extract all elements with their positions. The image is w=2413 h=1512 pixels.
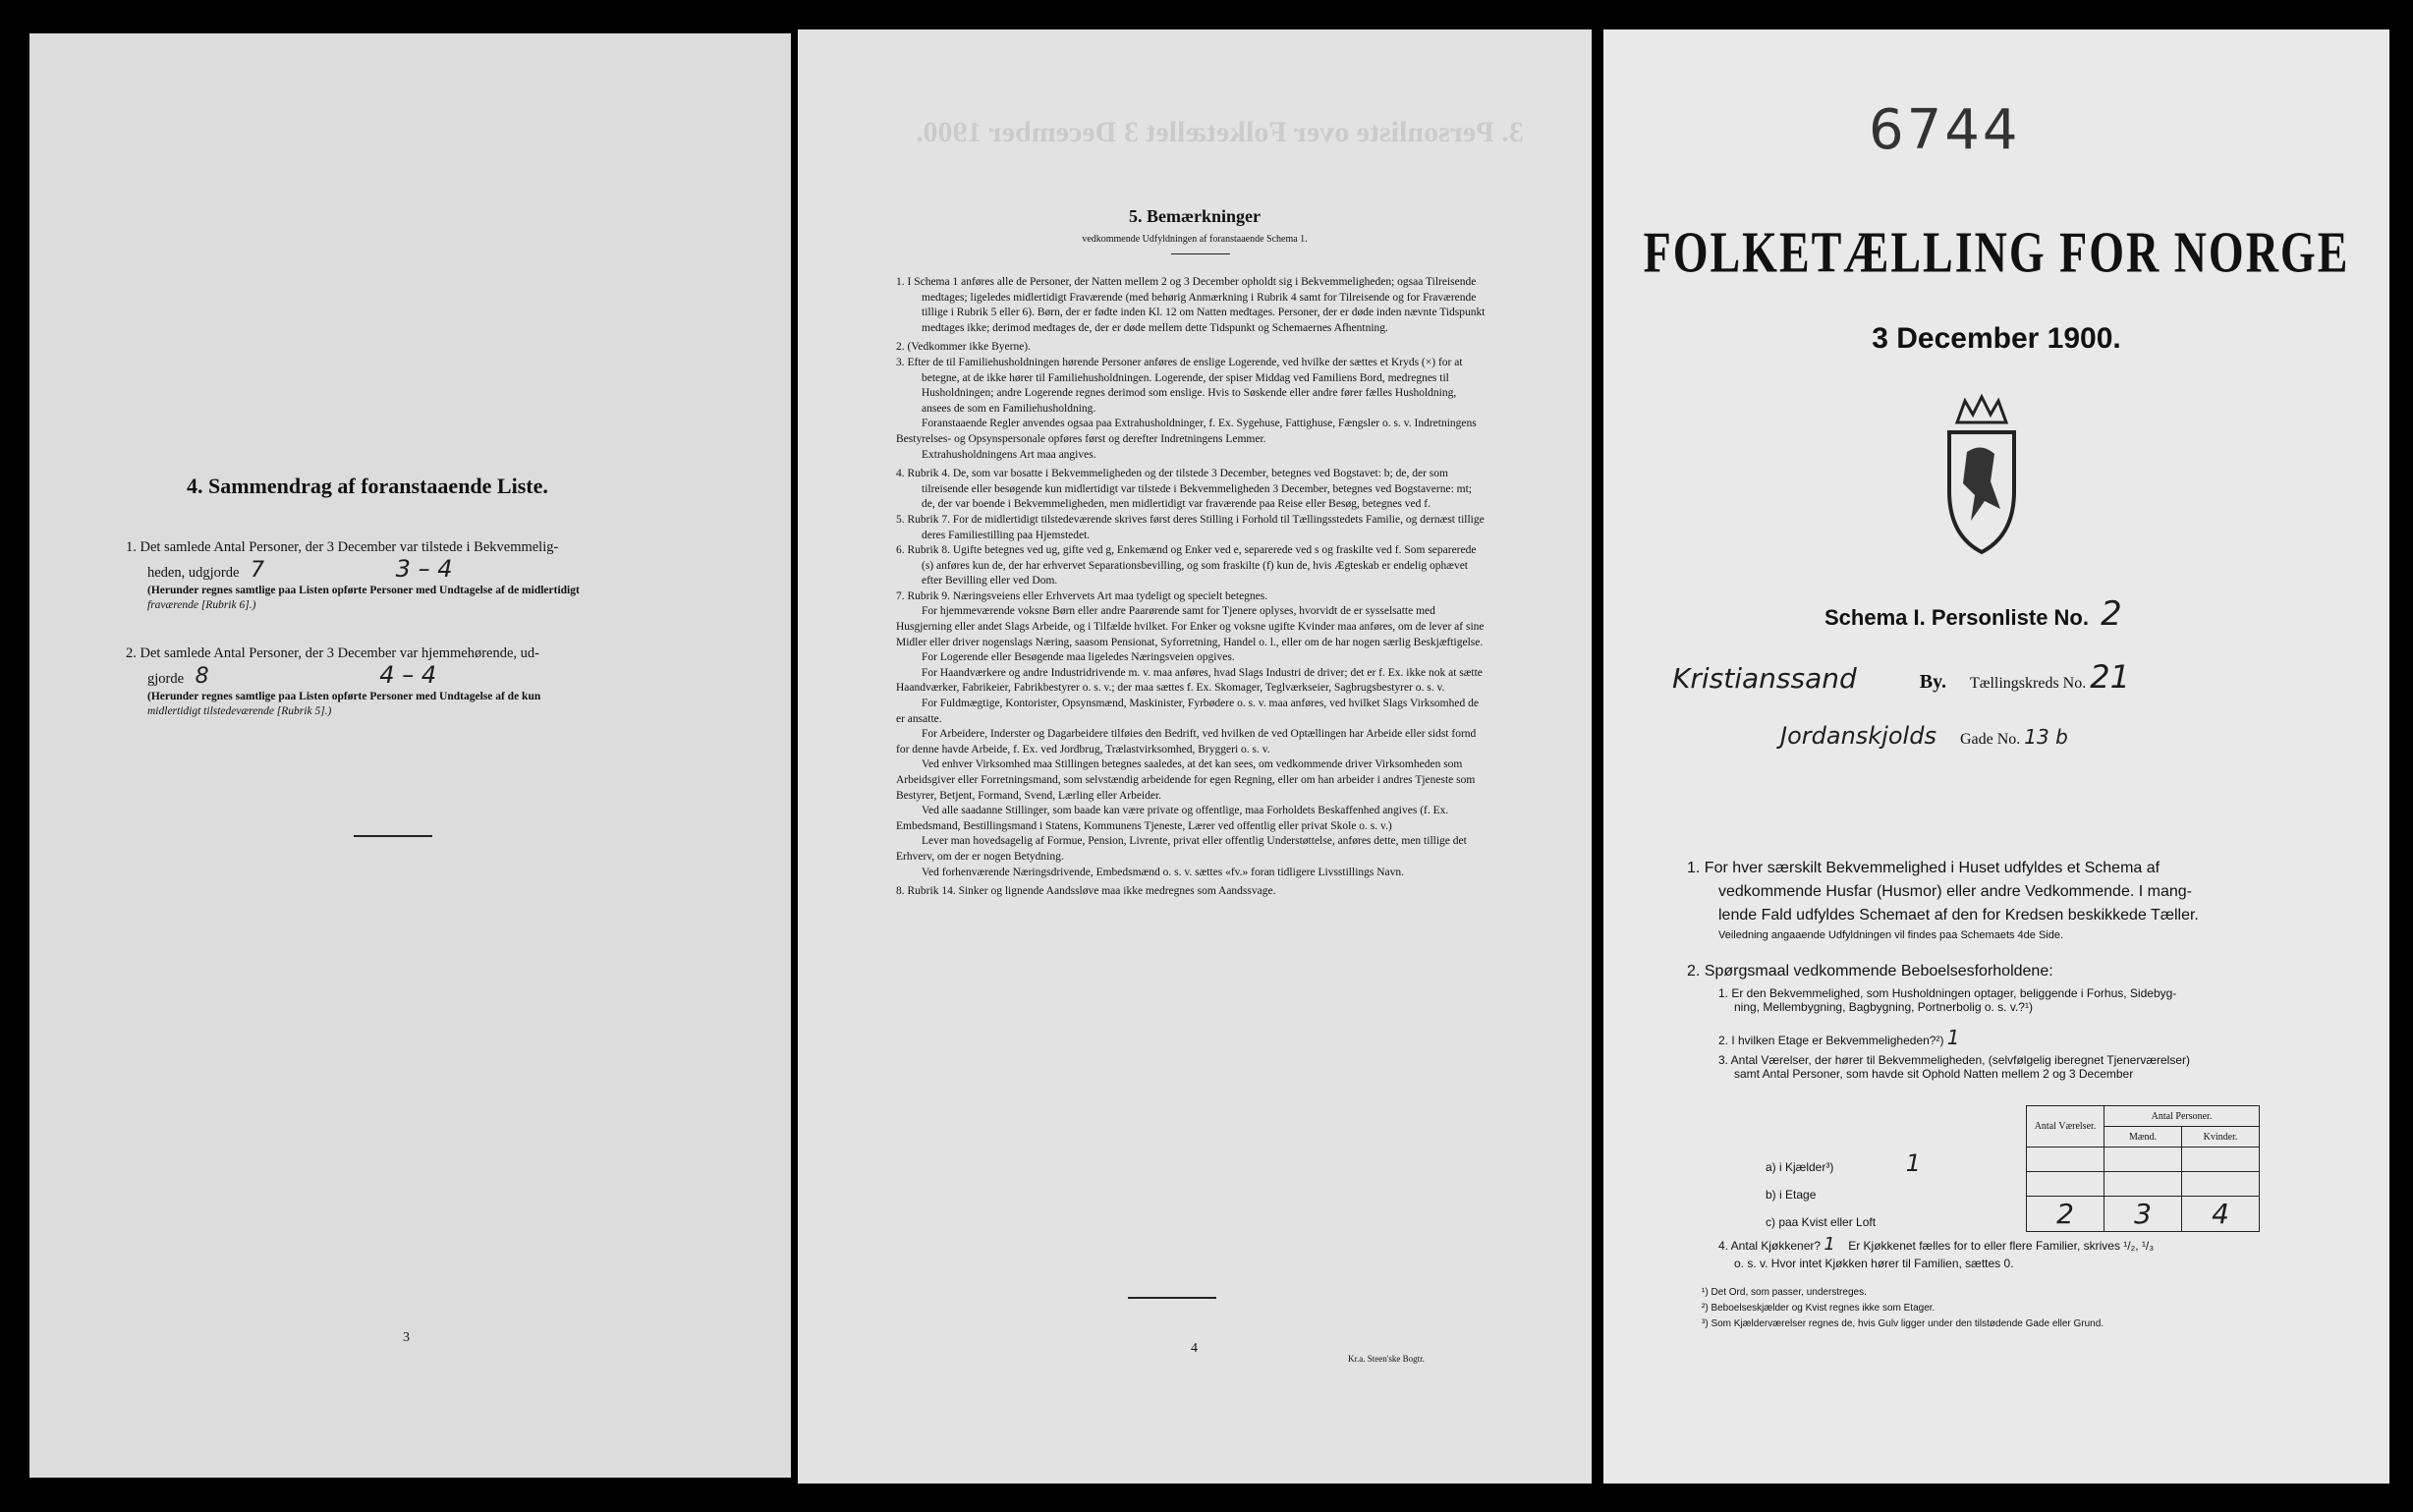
question-kitchens-note: Er Kjøkkenet fælles for to eller flere Familier, skrives ¹/₂, ¹/₃: [1848, 1239, 2155, 1253]
floor-answer: 1: [1946, 1026, 1960, 1049]
cell-empty: [2104, 1148, 2182, 1172]
remark-paragraph: Lever man hovedsagelig af Formue, Pension, Livrente, privat eller offentlig Understøttelse, anføres dette, men tillige det Erhverv, om der er nogen Betydning.: [896, 835, 1467, 863]
page-number-left: 3: [403, 1330, 410, 1345]
housing-questions-heading: 2. Spørgsmaal vedkommende Beboelsesforholdene:: [1687, 963, 2053, 980]
summary-title: 4. Sammendrag af foranstaaende Liste.: [187, 474, 548, 498]
question-kitchens-cont: o. s. v. Hvor intet Kjøkken hører til Familien, sættes 0.: [1734, 1257, 2014, 1270]
remark-paragraph: For Fuldmægtige, Kontorister, Opsynsmænd, Maskinister, Fyrbødere o. s. v. maa anføres, ved hvilket Slags Virksomhed de er ansatte.: [896, 698, 1479, 725]
location-line: [1672, 658, 2360, 696]
question-building: 1. Er den Bekvemmelighed, som Husholdningen optager, beliggende i Forhus, Sidebyg-: [1718, 986, 2177, 1000]
summary-item-2: [126, 643, 715, 719]
footnote: ²) Beboelseskjælder og Kvist regnes ikke som Etager.: [1702, 1303, 1936, 1314]
summary-item-2-note1: (Herunder regnes samtlige paa Listen opførte Personer med Undtagelse af de kun: [147, 691, 541, 702]
resident-total: 8: [195, 664, 209, 689]
gade-label: Gade No.: [1959, 731, 2021, 748]
remarks-body: [896, 275, 1486, 900]
question-kitchens-text: 4. Antal Kjøkkener?: [1718, 1239, 1822, 1253]
row-floor: b) i Etage: [1766, 1188, 1817, 1202]
present-total: 7: [251, 558, 265, 583]
right-page: [1603, 29, 2389, 1484]
summary-item-2-note2: midlertidigt tilstedeværende [Rubrik 5].): [147, 705, 332, 717]
summary-item-2-line2: [126, 661, 715, 690]
gade-number: 13 b: [2024, 725, 2068, 749]
schema-line: [1824, 594, 2122, 634]
left-page: [29, 33, 791, 1478]
street-line: [1780, 722, 2330, 750]
room-rows: [1766, 1149, 2060, 1236]
footnote: ³) Som Kjælderværelser regnes de, hvis Gulv ligger under den tilstødende Gade eller Grund.: [1702, 1318, 2104, 1329]
summary-item-2-text: 2. Det samlede Antal Personer, der 3 December var hjemmehørende, ud-: [126, 645, 539, 661]
attic-rooms: 2: [2027, 1197, 2104, 1232]
by-label: By.: [1919, 671, 1947, 693]
cell-empty: [2027, 1148, 2104, 1172]
kreds-number: 21: [2090, 658, 2130, 696]
city-name: Kristianssand: [1672, 662, 1857, 695]
page-number-middle: 4: [1191, 1341, 1198, 1356]
personliste-number: 2: [2101, 594, 2122, 634]
remark-paragraph: Foranstaaende Regler anvendes ogsaa paa Extrahusholdninger, f. Ex. Sygehuse, Fattighuse, Fængsler o. s. v. Indretningens Bestyrelses- og Opsynspersonale opføres først og derefter Indretningens Lemmer.: [896, 418, 1477, 445]
remark-paragraph: Ved forhenværende Næringsdrivende, Embedsmænd o. s. v. sættes «fv.» foran tidligere Livsstillings Navn.: [922, 866, 1405, 878]
rooms-persons-table: [2026, 1105, 2260, 1232]
census-title: FOLKETÆLLING FOR NORGE: [1643, 219, 2350, 285]
question-floor-text: 2. I hvilken Etage er Bekvemmeligheden?²): [1718, 1034, 1944, 1047]
instruction-1: [1687, 857, 2365, 943]
question-building-cont: ning, Mellembygning, Bagbygning, Portnerbolig o. s. v.?¹): [1734, 1000, 2033, 1014]
footnote: ¹) Det Ord, som passer, understreges.: [1702, 1287, 1867, 1298]
remark-paragraph: For Logerende eller Besøgende maa ligeledes Næringsveien opgives.: [922, 651, 1235, 664]
men-header: Mænd.: [2104, 1127, 2182, 1148]
cell-empty: [2027, 1172, 2104, 1197]
instruction-2: [1687, 963, 2375, 1081]
street-name: Jordanskjolds: [1780, 722, 1936, 750]
row-basement-label: a) i Kjælder³): [1766, 1160, 1834, 1174]
summary-item-1: [126, 536, 715, 613]
remarks-end-rule: [1128, 1297, 1216, 1299]
kreds-label: Tællingskreds No.: [1970, 675, 2087, 692]
instruction-1-line: 1. For hver særskilt Bekvemmelighed i Huset udfyldes et Schema af: [1687, 860, 2160, 876]
kitchens-answer: 1: [1824, 1234, 1835, 1255]
remark-paragraph: 7. Rubrik 9. Næringsveiens eller Erhvervets Art maa tydeligt og specielt betegnes.: [896, 589, 1268, 602]
middle-page: [798, 29, 1592, 1484]
instruction-1-note: Veiledning angaaende Udfyldningen vil findes paa Schemaets 4de Side.: [1718, 929, 2064, 941]
remark-paragraph: 5. Rubrik 7. For de midlertidigt tilstedeværende skrives først deres Stilling i Forhold til Tællingsstedets Familie, og dernæst tillige deres Familiestilling paa Hjemstedet.: [896, 513, 1485, 541]
present-breakdown: 3 – 4: [395, 555, 453, 583]
remark-paragraph: For Arbeidere, Inderster og Dagarbeidere tilføies den Bedrift, ved hvilken de ved Optællingen har Arbeide eller sidst fornd for denne havde Arbeide, f. Ex. ved Jordbrug, Trælastvirksomhed, Bryggeri o. s. v.: [896, 728, 1477, 756]
remark-paragraph: 2. (Vedkommer ikke Byerne).: [896, 341, 1032, 354]
printer-mark: Kr.a. Steen'ske Bogtr.: [1348, 1354, 1425, 1364]
summary-item-1-line2: [126, 555, 715, 584]
row-basement: [1766, 1149, 2060, 1181]
instruction-1-line: lende Fald udfyldes Schemaet af den for Kredsen beskikkede Tæller.: [1718, 907, 2199, 924]
attic-women: 4: [2182, 1197, 2260, 1232]
row-attic: c) paa Kvist eller Loft: [1766, 1215, 1877, 1229]
remark-paragraph: 1. I Schema 1 anføres alle de Personer, der Natten mellem 2 og 3 December opholdt sig i Bekvemmeligheden; ogsaa Tilreisende medtages; ligeledes midlertidigt Fraværende (med behørig Anmærkning i Rubrik 4 samt for Tilreisende og for Fraværende tillige i Rubrik 5 eller 6). Børn, der er fødte inden Kl. 12 om Natten medtages. Personer, der er døde inden nævnte Tidspunkt medtages ikke; derimod medtages de, der er døde mellem dette Tidspunkt og Schemaernes Afhentning.: [896, 276, 1486, 334]
remark-paragraph: Extrahusholdningens Art maa angives.: [922, 448, 1096, 461]
question-rooms: 3. Antal Værelser, der hører til Bekvemmeligheden, (selvfølgelig iberegnet Tjenerværelser): [1718, 1053, 2190, 1067]
women-header: Kvinder.: [2182, 1127, 2260, 1148]
question-rooms-cont: samt Antal Personer, som havde sit Ophold Natten mellem 2 og 3 December: [1734, 1067, 2134, 1081]
cell-empty: [2182, 1148, 2260, 1172]
remark-paragraph: For hjemmeværende voksne Børn eller andre Paarørende samt for Tjenere oplyses, hvorvidt de er sysselsatte med Husgjerning eller andet Slags Arbeide, og i Tilfælde hvilket. For Enker og voksne ugifte Kvinder maa anføres, om de lever af sine Midler eller driver nogenslags Næring, saasom Pensionat, Syforretning, Handel o. l., eller om de har nogen særlig Beskjæftigelse.: [896, 605, 1485, 648]
remarks-subtitle-rule: [1171, 253, 1230, 254]
remarks-title: 5. Bemærkninger: [1129, 206, 1261, 226]
norway-coat-of-arms-icon: [1928, 393, 2036, 560]
archive-number: 6744: [1869, 98, 2021, 162]
instruction-1-line: vedkommende Husfar (Husmor) eller andre Vedkommende. I mang-: [1718, 883, 2192, 900]
remark-paragraph: 6. Rubrik 8. Ugifte betegnes ved ug, gifte ved g, Enkemænd og Enker ved e, separerede ved s og fraskilte ved f. Som separerede (s) anføres kun de, der har erhvervet Separationsbevilling, og som fraskilte (f) kun de, hvis Ægteskab er endelig ophævet efter Bevilling eller ved Dom.: [896, 544, 1477, 588]
cell-empty: [2182, 1172, 2260, 1197]
remark-paragraph: 8. Rubrik 14. Sinker og lignende Aandssløve maa ikke medregnes som Aandssvage.: [896, 885, 1276, 898]
question-floor: [1687, 1026, 2375, 1049]
summary-item-1-prefix: heden, udgjorde: [147, 565, 240, 581]
summary-item-1-note1: (Herunder regnes samtlige paa Listen opførte Personer med Undtagelse af de midlertidigt: [147, 585, 580, 596]
summary-item-1-text: 1. Det samlede Antal Personer, der 3 December var tilstede i Bekvemmelig-: [126, 539, 559, 555]
rooms-header: Antal Værelser.: [2027, 1106, 2104, 1148]
cell-empty: [2104, 1172, 2182, 1197]
remark-paragraph: 4. Rubrik 4. De, som var bosatte i Bekvemmeligheden og der tilstede 3 December, betegnes ved Bogstavet: b; de, der som tilreisende eller besøgende kun midlertidigt var tilstede i Bekvemmeligheden 3 December, betegnes ved Bogstaverne: mt; de, der var boende i Bekvemmeligheden, men midlertidigt var fraværende paa Reise eller Besøg, betegnes ved f.: [896, 468, 1472, 511]
summary-item-2-prefix: gjorde: [147, 671, 185, 687]
persons-header: Antal Personer.: [2104, 1106, 2260, 1127]
schema-label: Schema I. Personliste No.: [1824, 605, 2089, 630]
resident-breakdown: 4 – 4: [379, 661, 437, 689]
question-kitchens: [1718, 1236, 2367, 1272]
summary-item-1-note2: fraværende [Rubrik 6].): [147, 599, 256, 611]
basement-rooms: 1: [1905, 1149, 1921, 1177]
remark-paragraph: 3. Efter de til Familiehusholdningen hørende Personer anføres de enslige Logerende, ved hvilke der sættes et Kryds (×) for at betegne, at de ikke hører til Familiehusholdningen. Logerende, der spiser Middag ved Familiens Bord, medregnes til Husholdningen; andre Logerende regnes derimod som enslige. Hvis to Søskende eller andre fører fælles Husholdning, ansees de som en Familiehusholdning.: [896, 356, 1463, 415]
question-kitchens-line: [1718, 1236, 2367, 1255]
remark-paragraph: Ved alle saadanne Stillinger, som baade kan være private og offentlige, maa Forholdets Beskaffenhed angives (f. Ex. Embedsmand, Bestillingsmand i Statens, Kommunens Tjeneste, Lærer ved offentlig eller privat Skole o. s. v.): [896, 805, 1449, 832]
attic-men: 3: [2104, 1197, 2182, 1232]
summary-rule: [354, 835, 432, 837]
footnotes: [1702, 1285, 2370, 1332]
remarks-subtitle: vedkommende Udfyldningen af foranstaaende Schema 1.: [1082, 234, 1308, 245]
bleed-through-header: 3. Personliste over Folketællet 3 December 1900.: [916, 116, 1524, 148]
remark-paragraph: Ved enhver Virksomhed maa Stillingen betegnes saaledes, at det kan sees, om vedkommende driver Virksomheden som Arbeidsgiver eller Forretningsmand, som selvstændig arbeidende for egen Regning, eller om han arbeider i andres Tjeneste som Bestyrer, Betjent, Formand, Svend, Lærling eller Arbeider.: [896, 758, 1476, 802]
census-date: 3 December 1900.: [1872, 322, 2121, 355]
remark-paragraph: For Haandværkere og andre Industridrivende m. v. maa anføres, hvad Slags Industri de driver; det er f. Ex. ikke nok at sætte Haandværker, Fabrikeier, Fabrikbestyrer o. s. v.; der maa sættes f. Ex. Skomager, Teglværkseier, Sagbrugsbestyrer o. s. v.: [896, 666, 1483, 695]
